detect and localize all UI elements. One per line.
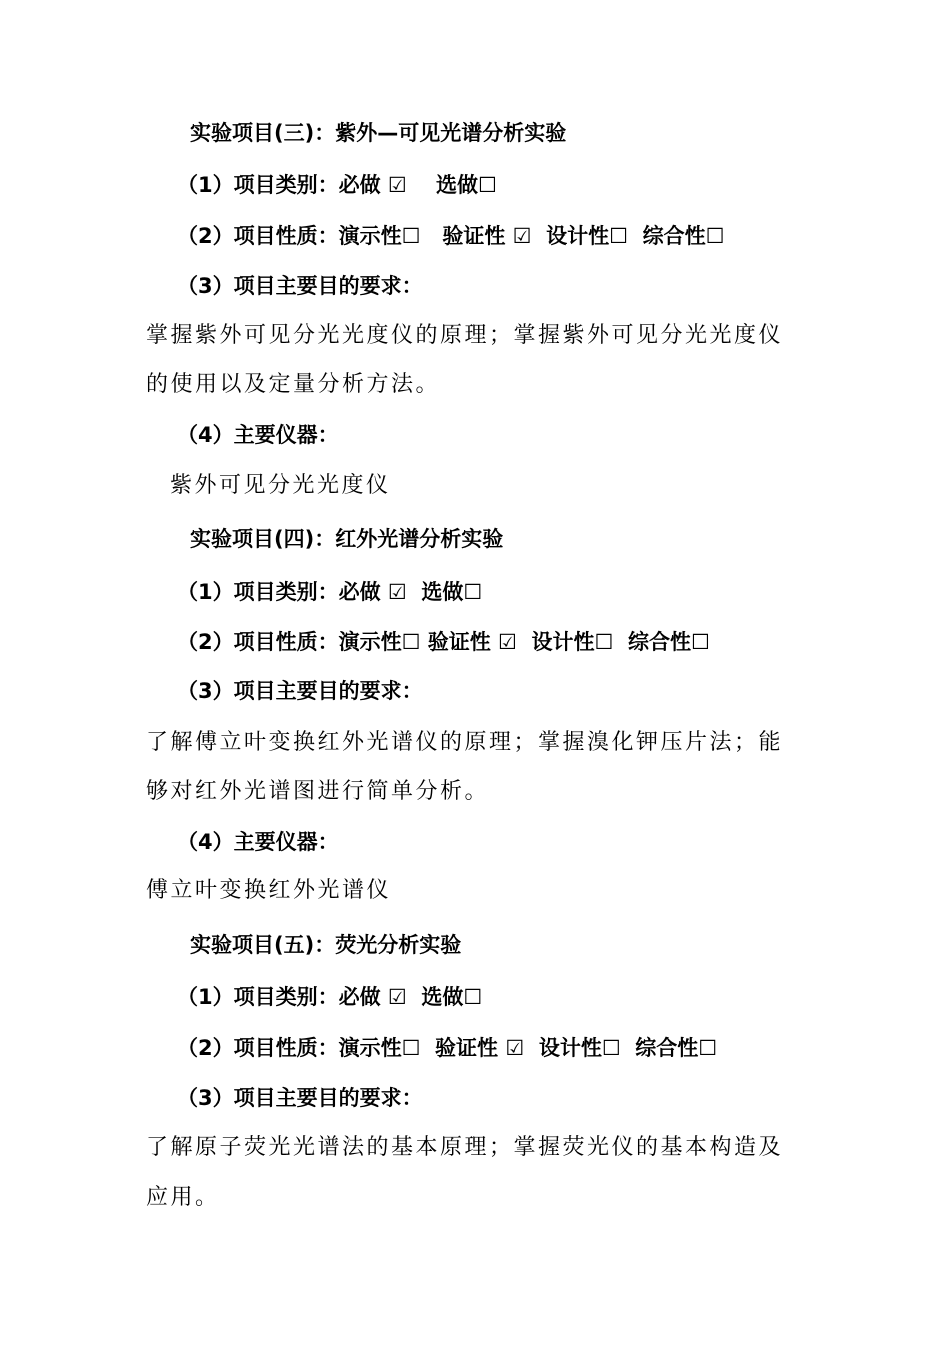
instruments-heading: （4）主要仪器： — [177, 423, 339, 447]
requirements-text: 应用。 — [146, 1185, 220, 1210]
instruments-text: 紫外可见分光光度仪 — [170, 473, 391, 498]
requirements-heading: （3）项目主要目的要求： — [177, 274, 423, 298]
section-title: 实验项目(五)：荧光分析实验 — [190, 933, 462, 957]
requirements-text: 的使用以及定量分析方法。 — [146, 372, 441, 397]
requirements-text: 掌握紫外可见分光光度仪的原理；掌握紫外可见分光光度仪 — [146, 323, 784, 348]
requirements-text: 够对红外光谱图进行简单分析。 — [146, 779, 490, 804]
section-title: 实验项目(四)：红外光谱分析实验 — [190, 527, 504, 551]
requirements-heading: （3）项目主要目的要求： — [177, 1086, 423, 1110]
project-category: （1）项目类别：必做 ☑ 选做☐ — [177, 985, 483, 1009]
requirements-heading: （3）项目主要目的要求： — [177, 679, 423, 703]
project-nature: （2）项目性质：演示性☐ 验证性 ☑ 设计性☐ 综合性☐ — [177, 224, 725, 248]
project-category: （1）项目类别：必做 ☑ 选做☐ — [177, 173, 497, 197]
project-nature: （2）项目性质：演示性☐ 验证性 ☑ 设计性☐ 综合性☐ — [177, 1036, 718, 1060]
requirements-text: 了解傅立叶变换红外光谱仪的原理；掌握溴化钾压片法；能 — [146, 730, 784, 755]
project-category: （1）项目类别：必做 ☑ 选做☐ — [177, 580, 483, 604]
project-nature: （2）项目性质：演示性☐ 验证性 ☑ 设计性☐ 综合性☐ — [177, 630, 710, 654]
instruments-text: 傅立叶变换红外光谱仪 — [146, 878, 392, 903]
instruments-heading: （4）主要仪器： — [177, 830, 339, 854]
requirements-text: 了解原子荧光光谱法的基本原理；掌握荧光仪的基本构造及 — [146, 1135, 784, 1160]
section-title: 实验项目(三)：紫外—可见光谱分析实验 — [190, 121, 567, 145]
